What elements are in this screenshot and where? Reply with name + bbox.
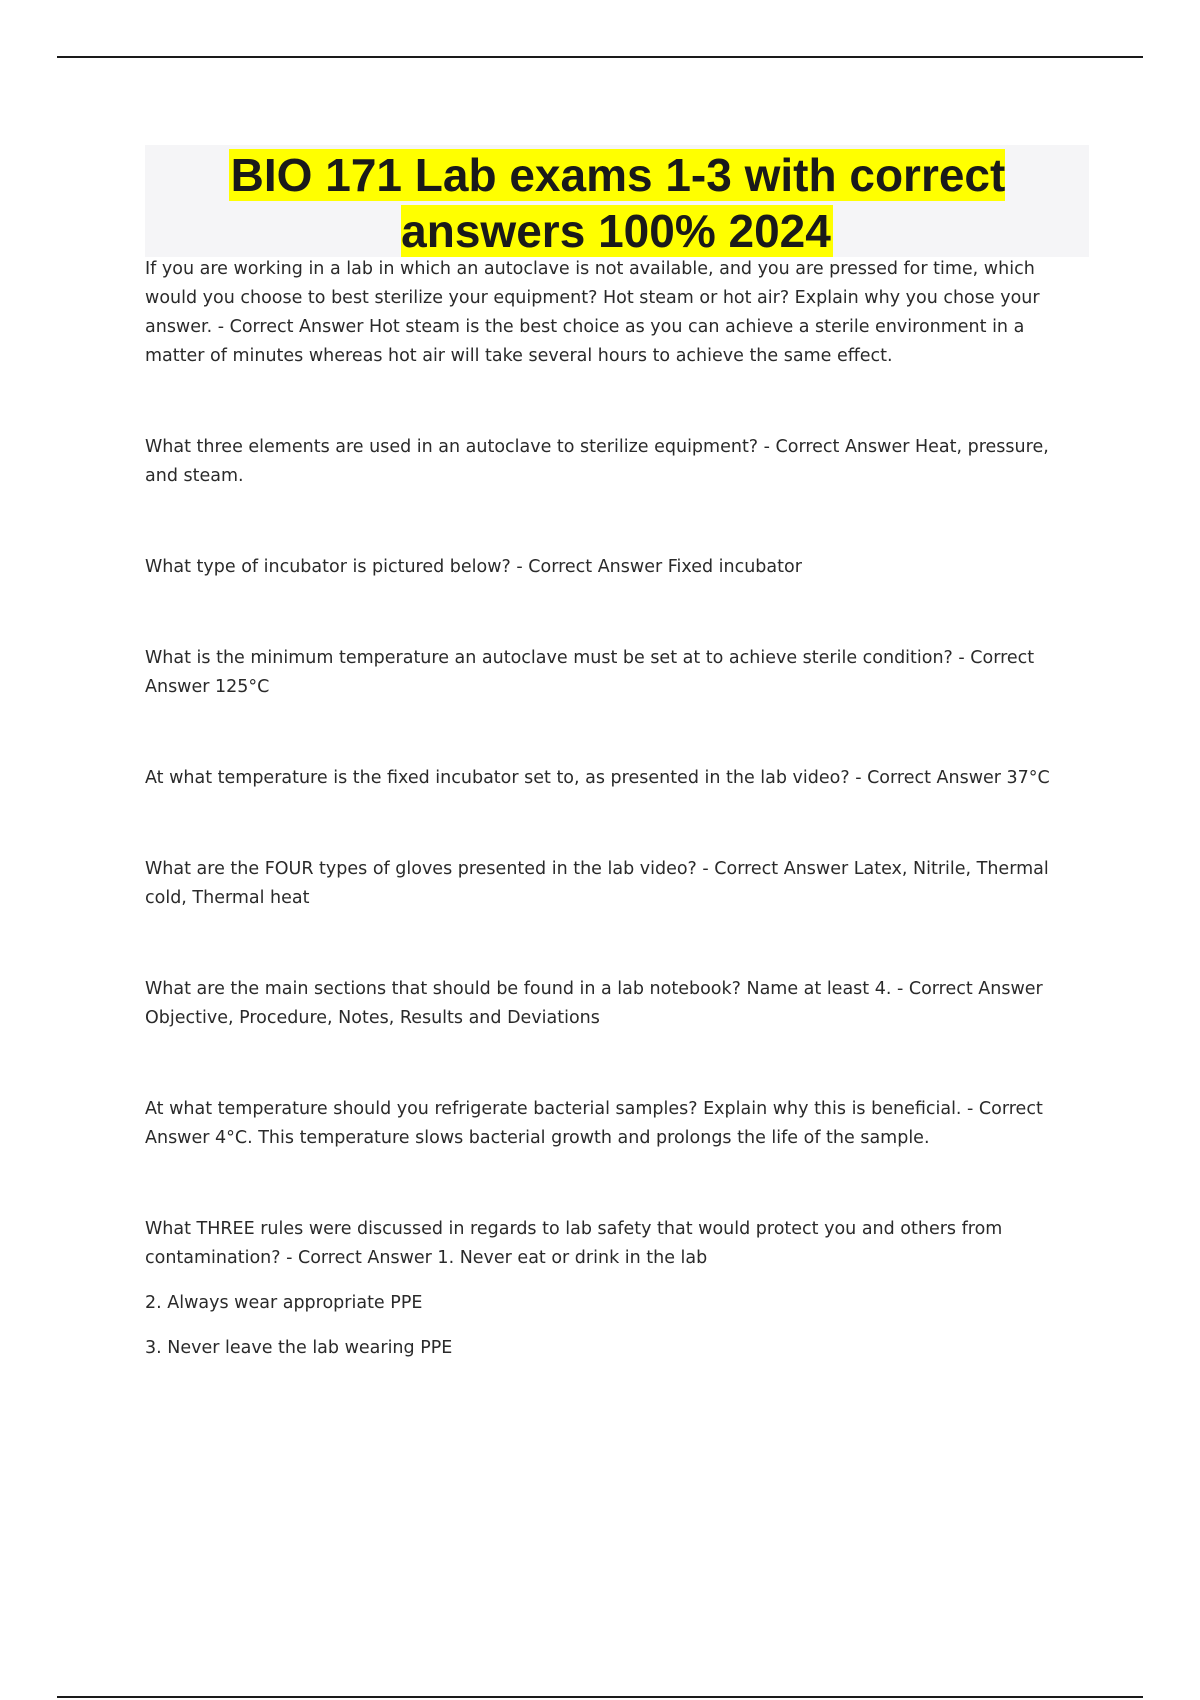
qa-item: What is the minimum temperature an autoclave must be set at to achieve sterile condition? - Correct Answer 125°C [145, 648, 1035, 697]
qa-item: At what temperature should you refrigerate bacterial samples? Explain why this is beneficial. - Correct Answer 4°C. This temperature slows bacterial growth and prolongs the life of the sample. [145, 1099, 1043, 1148]
qa-list-item: 3. Never leave the lab wearing PPE [145, 1338, 453, 1358]
bottom-rule [57, 1696, 1143, 1698]
qa-item: What are the FOUR types of gloves presented in the lab video? - Correct Answer Latex, Nitrile, Thermal cold, Thermal heat [145, 859, 1049, 908]
title-band [145, 145, 1089, 257]
qa-item: If you are working in a lab in which an autoclave is not available, and you are pressed for time, which would you choose to best sterilize your equipment? Hot steam or hot air? Explain why you chose your answer. - Correct Answer Hot steam is the best choice as you can achieve a sterile environment in a matter of minutes whereas hot air will take several hours to achieve the same effect. [145, 259, 1040, 366]
title-highlight: BIO 171 Lab exams 1-3 with correct answers 100% 2024 [230, 149, 1006, 257]
qa-item: What three elements are used in an autoclave to sterilize equipment? - Correct Answer Heat, pressure, and steam. [145, 437, 1049, 486]
qa-item: What are the main sections that should be found in a lab notebook? Name at least 4. - Correct Answer Objective, Procedure, Notes, Results and Deviations [145, 979, 1043, 1028]
qa-list-item: 2. Always wear appropriate PPE [145, 1293, 423, 1313]
top-rule [57, 56, 1143, 58]
document-body [145, 255, 1085, 1379]
qa-item: What type of incubator is pictured below? - Correct Answer Fixed incubator [145, 557, 802, 577]
qa-item: What THREE rules were discussed in regards to lab safety that would protect you and others from contamination? - Correct Answer 1. Never eat or drink in the lab [145, 1219, 1003, 1268]
qa-item: At what temperature is the fixed incubator set to, as presented in the lab video? - Correct Answer 37°C [145, 768, 1050, 788]
document-title [145, 145, 1089, 259]
